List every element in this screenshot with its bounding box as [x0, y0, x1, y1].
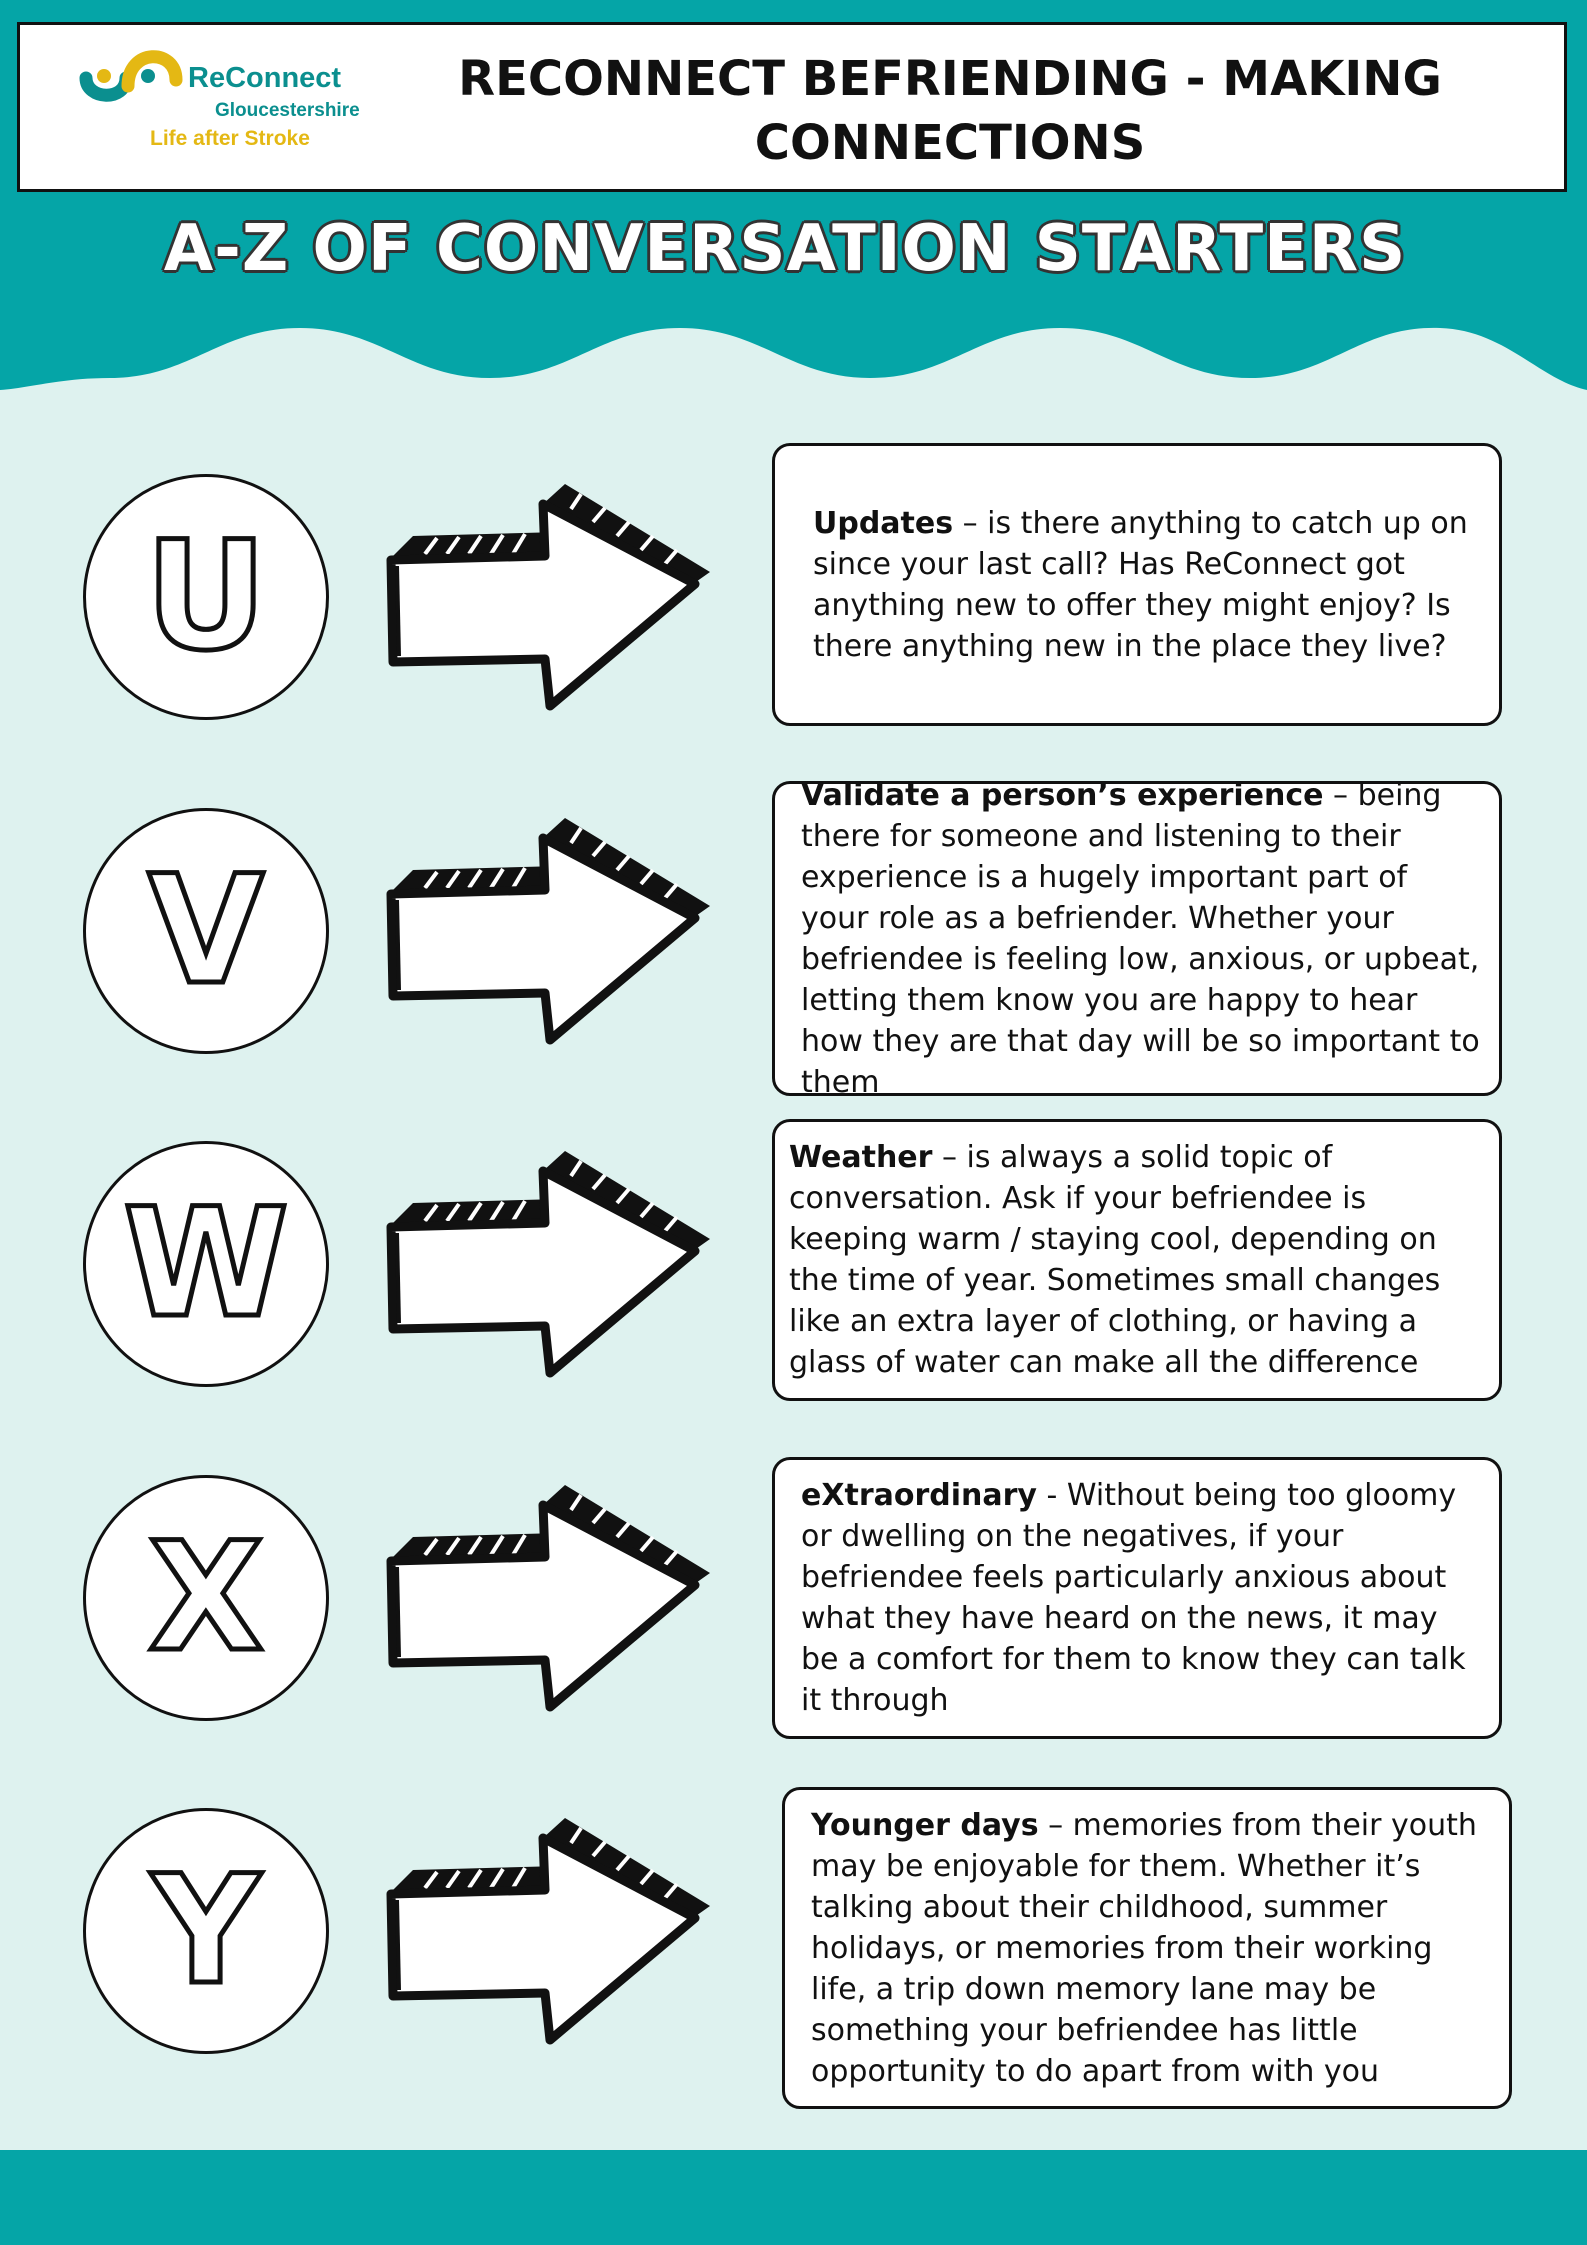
- reconnect-logo: [78, 40, 408, 150]
- letter-circle-w: [83, 1141, 329, 1387]
- logo-name: ReConnect: [188, 62, 342, 94]
- card-heading: Weather: [789, 1140, 933, 1175]
- logo-mark-icon: [78, 40, 188, 115]
- letter-circle-u: [83, 474, 329, 720]
- card-text: – is there anything to catch up on since your last call? Has ReConnect got anything new to offer they might enjoy? Is there anything new in the place they live?: [813, 505, 1468, 664]
- arrow-icon: [385, 1475, 720, 1715]
- letter-x: X: [148, 1511, 264, 1685]
- header-box: [17, 22, 1567, 192]
- arrow-icon: [385, 1141, 720, 1381]
- card-weather: [772, 1119, 1502, 1401]
- card-heading: eXtraordinary: [801, 1478, 1037, 1513]
- card-extraordinary: [772, 1457, 1502, 1739]
- letter-y: Y: [151, 1844, 261, 2018]
- card-text: – is always a solid topic of conversation. Ask if your befriendee is keeping warm / staying cool, depending on the time of year. Sometimes small changes like an extra layer of clothing, or having a glass of water can make all the difference: [789, 1140, 1441, 1380]
- card-heading: Updates: [813, 505, 954, 541]
- card-heading: Validate a person’s experience: [801, 777, 1324, 813]
- card-younger-days: [782, 1787, 1512, 2109]
- letter-w: W: [123, 1177, 289, 1351]
- logo-tagline: Life after Stroke: [150, 127, 310, 150]
- arrow-icon: [385, 474, 720, 714]
- letter-circle-v: [83, 808, 329, 1054]
- header-title: RECONNECT BEFRIENDING - MAKING CONNECTIONS: [458, 51, 1442, 171]
- card-text: – memories from their youth may be enjoyable for them. Whether it’s talking about their childhood, summer holidays, or memories from their working life, a trip down memory lane may be something your befriendee has little opportunity to do apart from with you: [811, 1807, 1477, 2089]
- card-updates: [772, 443, 1502, 726]
- logo-region: Gloucestershire: [215, 100, 360, 121]
- main-title: A-Z OF CONVERSATION STARTERS: [163, 212, 1407, 286]
- card-heading: Younger days: [811, 1807, 1039, 1843]
- arrow-icon: [385, 1808, 720, 2048]
- card-text: - Without being too gloomy or dwelling on the negatives, if your befriendee feels particularly anxious about what they have heard on the news, it may be a comfort for them to know they can talk it through: [801, 1478, 1466, 1718]
- footer-band: [0, 2150, 1587, 2245]
- letter-circle-x: [83, 1475, 329, 1721]
- letter-circle-y: [83, 1808, 329, 2054]
- card-validate: [772, 777, 1502, 1100]
- letter-v: V: [147, 844, 265, 1018]
- letter-u: U: [145, 510, 267, 684]
- arrow-icon: [385, 808, 720, 1048]
- card-text: – being there for someone and listening to their experience is a hugely important part of your role as a befriender. Whether your befriendee is feeling low, anxious, or upbeat, letting them know you are happy to hear how they are that day will be so important to them: [801, 777, 1480, 1100]
